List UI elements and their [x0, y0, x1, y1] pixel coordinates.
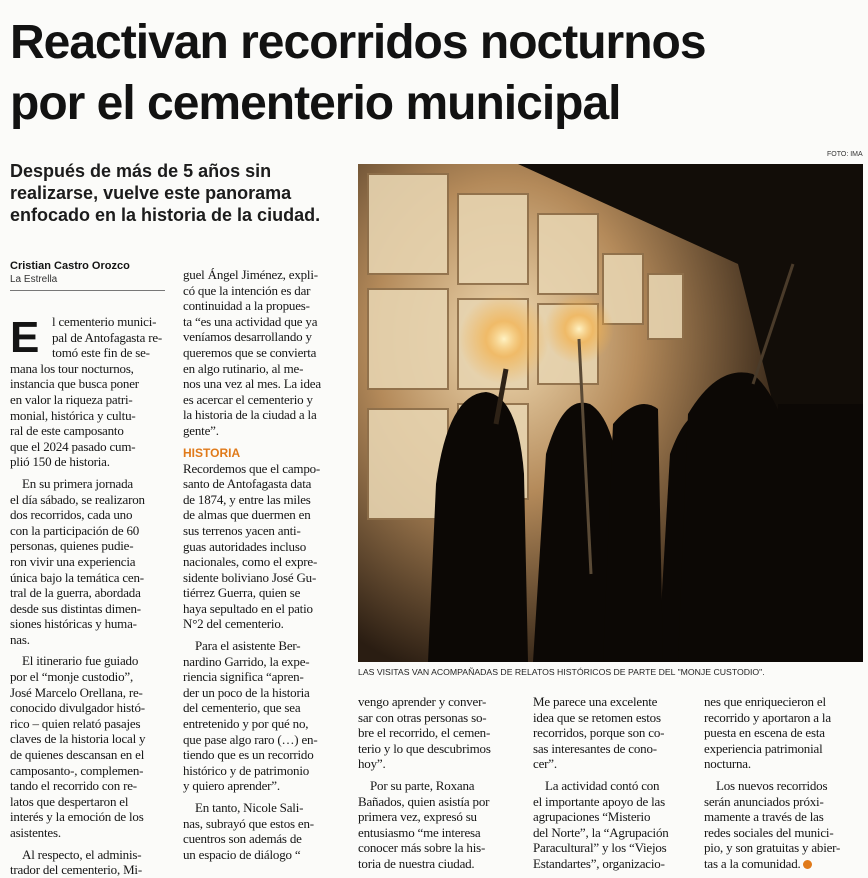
body-text-line: tiérrez Guerra, quien se [183, 585, 301, 601]
body-text-line: de 1874, y entre las miles [183, 491, 311, 507]
body-text-line: con la participación de 60 [10, 522, 140, 538]
body-text-line: nocturna. [704, 756, 751, 772]
body-text-line: Para el asistente Ber- [195, 638, 301, 654]
body-text-line: pal de Antofagasta re- [52, 329, 163, 345]
body-text-line: entretenido y por qué no, [183, 716, 309, 732]
deck [10, 160, 345, 226]
body-text-line: toria de nuestra ciudad. [358, 855, 475, 871]
body-text-line: Por su parte, Roxana [370, 777, 475, 793]
body-text-line: nas. [10, 631, 30, 647]
body-text-line: nes que enriquecieron el [704, 694, 826, 709]
body-text-line: Bañados, quien asistía por [358, 793, 490, 809]
body-text-line: veníamos desarrollando y [183, 329, 312, 345]
body-text-line: de almas que duermen en [183, 507, 311, 523]
drop-cap: E [10, 313, 40, 362]
body-text-line: sus terrenos yacen anti- [183, 522, 301, 538]
body-text-line: queremos que se convierta [183, 344, 317, 360]
body-text-line: el importante apoyo de las [533, 793, 665, 809]
body-text-line: del cementerio, que sea [183, 700, 301, 716]
body-text-line: y quiero aprender”. [183, 778, 280, 794]
body-text-line: recorridos, porque son co- [533, 725, 665, 741]
body-text-line: La actividad contó con [545, 777, 660, 793]
body-text-line: nas, subrayó que estos en- [183, 815, 314, 831]
body-text-line: monial, histórica y cultu- [10, 407, 136, 423]
body-text-line: idea que se retomen estos [533, 709, 661, 725]
deck-line: enfocado en la historia de la ciudad. [10, 205, 321, 225]
body-text-line: latos que despertaron el [10, 793, 129, 809]
body-text-line: desde sus distintas dimen- [10, 600, 141, 616]
body-text-line: mamente a través de las [704, 809, 824, 825]
body-text-line: tas a la comunidad. [704, 856, 864, 872]
headline-line: por el cementerio municipal [10, 77, 621, 130]
body-text-line: experiencia patrimonial [704, 740, 823, 756]
body-text-line: hoy”. [358, 756, 386, 772]
body-text-line: guel Ángel Jiménez, expli- [183, 267, 318, 282]
body-text-line: conocer más sobre la his- [358, 840, 486, 856]
body-text-line: dos recorridos, cada uno [10, 507, 133, 523]
outlet-name: La Estrella [10, 274, 58, 285]
body-text-line: Estandartes”, organizacio- [533, 855, 665, 871]
body-text-line: pio, y son gratuitas y abier- [704, 840, 841, 856]
body-text-line: redes sociales del munici- [704, 824, 834, 840]
body-text-line: nos una vez al mes. La idea [183, 376, 321, 392]
body-text-line: un espacio de diálogo “ [183, 846, 301, 862]
body-text-line: del Norte”, la “Agrupación [533, 824, 669, 840]
body-text-line: sidente boliviano José Gu- [183, 569, 317, 585]
body-text-line: Recordemos que el campo- [183, 460, 321, 476]
body-text-line: El itinerario fue guiado [22, 653, 139, 669]
body-text-line: es acercar el cementerio y [183, 391, 313, 407]
body-text-line: Paracultural” y los “Viejos [533, 840, 667, 856]
body-text-line: entusiasmo “me interesa [358, 824, 481, 840]
body-text-line: recorrido y aportaron a la [704, 709, 831, 725]
body-text-line: instancia que busca poner [10, 376, 139, 392]
body-text-line: camposanto-, complemen- [10, 762, 144, 778]
body-text-line: en valor la riqueza patri- [10, 391, 133, 407]
photo-caption: LAS VISITAS VAN ACOMPAÑADAS DE RELATOS HISTÓRICOS DE PARTE DEL "MONJE CUSTODIO". [358, 667, 765, 677]
cemetery-night-photo [358, 164, 863, 662]
body-text-line: histórico y de patrimonio [183, 762, 310, 778]
body-text-line: En tanto, Nicole Sali- [195, 800, 304, 815]
section-subhead: HISTORIA [183, 445, 241, 460]
article-column-3 [358, 694, 523, 872]
body-text-line: la historia de la ciudad a la [183, 407, 317, 423]
body-text-line: haya sepultado en el patio [183, 600, 313, 616]
body-text-line: continuidad a la propues- [183, 298, 310, 314]
body-text-line: riencia significa “apren- [183, 669, 304, 685]
body-text-line: der un poco de la historia [183, 684, 310, 700]
body-text-line: nacionales, como el expre- [183, 554, 318, 570]
body-text-line: Al respecto, el adminis- [22, 846, 142, 862]
body-text-line: primera vez, expresó su [358, 809, 477, 825]
body-text-line: José Marcelo Orellana, re- [10, 684, 143, 700]
deck-line: Después de más de 5 años sin [10, 161, 272, 181]
body-text-line: siones históricas y huma- [10, 616, 137, 632]
body-text-line: tiendo que es un recorrido [183, 747, 314, 763]
body-text-line: por el “monje custodio”, [10, 669, 133, 685]
article-column-5 [704, 694, 864, 872]
byline [10, 259, 165, 291]
end-of-article-icon [803, 860, 812, 869]
body-text-line: interés y la emoción de los [10, 809, 144, 825]
body-text-line: en algo rutinario, al me- [183, 360, 304, 376]
body-text-line: conocido divulgador histó- [10, 700, 145, 716]
body-text-line: bre el recorrido, el cemen- [358, 725, 491, 741]
body-text-line: sas interesantes de cono- [533, 740, 657, 756]
body-text-line: vengo aprender y conver- [358, 694, 487, 709]
body-text-line: ron vivir una experiencia [10, 553, 136, 569]
body-text-line: En su primera jornada [22, 475, 133, 491]
body-text-line: plió 150 de historia. [10, 454, 110, 470]
body-text-line: personas, quienes pudie- [10, 538, 134, 554]
headline-line: Reactivan recorridos nocturnos [10, 16, 706, 69]
body-text-line: rico – quien relató pasajes [10, 715, 141, 731]
body-text-line: gente”. [183, 422, 219, 438]
body-text-line: nardino Garrido, la expe- [183, 653, 310, 669]
body-text-line: N°2 del cementerio. [183, 616, 284, 632]
body-text-line: claves de la historia local y [10, 731, 146, 747]
body-text-line: tral de la guerra, abordada [10, 585, 141, 601]
body-text-line: guas autoridades incluso [183, 538, 307, 554]
news-photo [358, 164, 863, 662]
body-text-line: tando el recorrido con re- [10, 778, 137, 794]
body-text-line: Me parece una excelente [533, 694, 658, 709]
body-text-line: serán anunciados próxi- [704, 793, 824, 809]
body-text-line: Los nuevos recorridos [716, 777, 828, 793]
article-column-2 [183, 267, 348, 862]
body-text-line: cer”. [533, 756, 557, 772]
headline [10, 12, 860, 134]
body-text-line: l cementerio munici- [52, 314, 157, 329]
article-column-4 [533, 694, 693, 872]
body-text-line: de quienes descansan en el [10, 747, 145, 763]
body-text-line: puesta en escena de esta [704, 725, 825, 741]
body-text-line: el día sábado, se realizaron [10, 491, 145, 507]
body-text-line: santo de Antofagasta data [183, 476, 312, 492]
body-text-line: ta “es una actividad que ya [183, 313, 318, 329]
body-text-line: sar con otras personas so- [358, 709, 487, 725]
body-text-line: asistentes. [10, 825, 61, 840]
body-text-line: agrupaciones “Misterio [533, 809, 651, 825]
author-name: Cristian Castro Orozco [10, 260, 130, 272]
article-column-1 [10, 314, 170, 878]
body-text-line: que el 2024 pasado cum- [10, 438, 136, 454]
body-text-line: cuentros son además de [183, 831, 302, 847]
body-text-line: mana los tour nocturnos, [10, 360, 134, 376]
body-text-line: có que la intención es dar [183, 282, 311, 298]
body-text-line: única bajo la temática cen- [10, 569, 144, 585]
photo-credit: FOTO: IMA [827, 151, 863, 158]
body-text-line: tomó este fin de se- [52, 345, 150, 361]
deck-line: realizarse, vuelve este panorama [10, 183, 292, 203]
body-text-line: que pase algo raro (…) en- [183, 731, 318, 747]
body-text-line: trador del cementerio, Mi- [10, 862, 142, 878]
body-text-line: ral de este camposanto [10, 423, 124, 439]
body-text-line: terio y lo que descubrimos [358, 740, 491, 756]
